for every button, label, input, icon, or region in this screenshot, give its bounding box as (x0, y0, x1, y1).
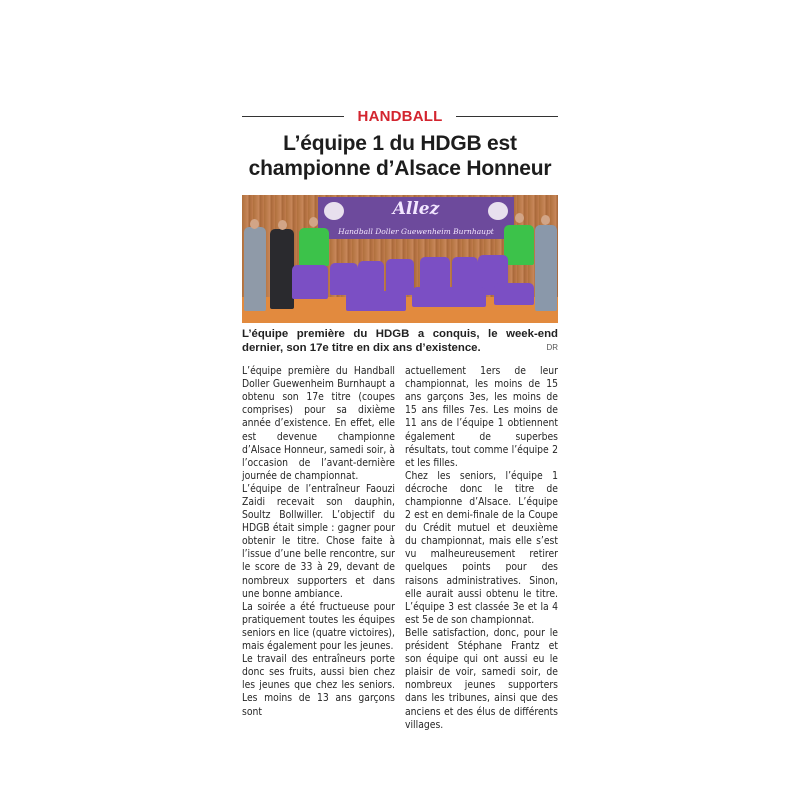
player (358, 261, 384, 295)
person-staff (535, 225, 557, 311)
rubric-rule-left (242, 116, 344, 117)
person-head (309, 217, 318, 227)
article-body (242, 365, 558, 732)
banner-subtitle: Handball Doller Guewenheim Burnhaupt (338, 227, 494, 237)
paragraph: L’équipe de l’entraîneur Faouzi Zaidi recevait son dauphin, Soultz Bollwiller. L’objectif du HDGB était simple : gagner pour obtenir le titre. Chose faite à l’issue d’une belle rencontre, sur le score de 33 à 29, devant de nombreux supporters et dans une bonne ambiance. (242, 482, 395, 600)
paragraph: Le travail des entraîneurs porte donc ses fruits, aussi bien chez les jeunes que chez les seniors. Les moins de 13 ans garçons sont (242, 653, 395, 718)
column-left (242, 365, 395, 732)
rubric-rule-right (456, 116, 558, 117)
banner-title: Allez (392, 199, 440, 220)
photo-banner (318, 197, 514, 239)
paragraph: Chez les seniors, l’équipe 1 décroche donc le titre de championne d’Alsace. L’équipe 2 est en demi-finale de la Coupe du Crédit mutuel et deuxième du championnat, mais elle s’est vu malheureusement retirer quelques points pour des raisons administratives. Sinon, elle aurait aussi obtenu le titre. L’équipe 3 est classée 3e et la 4 est 5e de son championnat. (405, 469, 558, 626)
paragraph: Belle satisfaction, donc, pour le président Stéphane Frantz et son équipe qui ont aussi eu le plaisir de voir, samedi soir, de nombreux jeunes supporters dans les tribunes, ainsi que des anciens et des élus de différents villages. (405, 626, 558, 731)
person-head (278, 220, 287, 230)
paragraph: L’équipe première du Handball Doller Guewenheim Burnhaupt a obtenu son 17e titre (coupes comprises) pour sa dixième année d’existence. En effet, elle est devenue championne d’Alsace Honneur, samedi soir, à l’occasion de l’avant-dernière journée de championnat. (242, 365, 395, 482)
rubric-label: HANDBALL (357, 107, 443, 125)
caption-text: L’équipe première du HDGB a conquis, le week-end dernier, son 17e titre en dix ans d’existence. (242, 328, 558, 355)
player (292, 265, 328, 299)
person-staff (244, 227, 266, 311)
photo-credit: DR (546, 343, 558, 353)
person-staff (270, 229, 294, 309)
paragraph: La soirée a été fructueuse pour pratiquement toutes les équipes seniors en lice (quatre victoires), mais également pour les jeunes. (242, 600, 395, 653)
person-head (515, 213, 524, 223)
player-lying (346, 291, 406, 311)
photo-caption (242, 327, 558, 355)
person-head (250, 219, 259, 229)
person-head (541, 215, 550, 225)
article (242, 104, 558, 732)
column-right (405, 365, 558, 732)
headline: L’équipe 1 du HDGB est championne d’Alsace Honneur (248, 132, 552, 180)
player-lying (412, 287, 486, 307)
player (386, 259, 414, 295)
person-goalkeeper (504, 225, 534, 265)
person-goalkeeper (299, 228, 329, 266)
team-photo (242, 195, 558, 323)
rubric-header (242, 104, 558, 128)
paragraph: actuellement 1ers de leur championnat, les moins de 15 ans garçons 3es, les moins de 15 ans filles 7es. Les moins de 11 ans de l’équipe 1 obtiennent également de superbes résultats, tout comme l’équipe 2 et les filles. (405, 365, 558, 469)
player-lying (494, 283, 534, 305)
